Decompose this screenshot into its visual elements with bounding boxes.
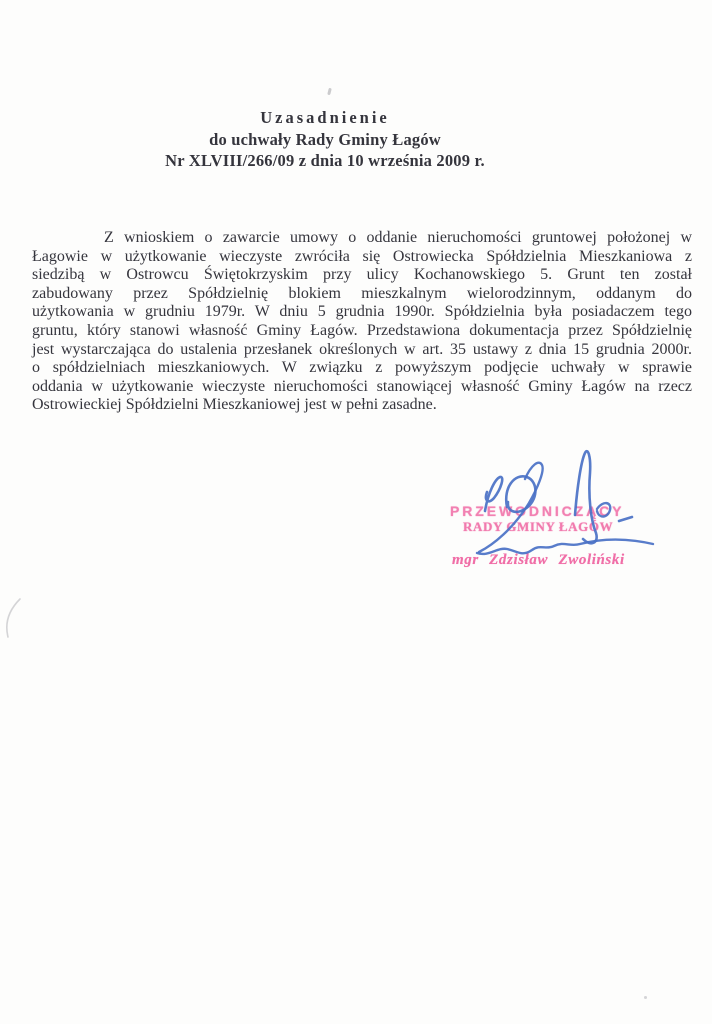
body-line: oddania w użytkowanie wieczyste nieruchomości stanowiącej własność Gminy Łagów na rzecz [32,377,692,395]
body-line: siedzibą w Ostrowcu Świętokrzyskim przy ulicy Kochanowskiego 5. Grunt ten został [32,266,692,284]
body-line: Ostrowieckiej Spółdzielni Mieszkaniowej jest w pełni zasadne. [32,396,437,414]
document-title: Uzasadnienie [260,108,390,127]
document-subtitle: do uchwały Rady Gminy Łagów [209,129,441,149]
body-line: Łagowie w użytkowanie wieczyste zwróciła się Ostrowiecka Spółdzielnia Mieszkaniowa z [32,247,692,265]
body-line: gruntu, który stanowi własność Gminy Łagów. Przedstawiona dokumentacja przez Spółdzielnię [32,321,692,339]
stamp-role-text: PRZEWODNICZĄCY [450,503,625,519]
body-paragraph [32,229,692,415]
stamp-organization-text: RADY GMINY ŁAGÓW [463,519,614,534]
signature-stroke [479,463,543,552]
title-block [0,107,650,172]
body-line: zabudowany przez Spółdzielnię blokiem mieszkalnym wielorodzinnym, oddanym do [32,284,692,302]
signature-dash-stroke [619,517,632,521]
document-reference-number: Nr XLVIII/266/09 z dnia 10 września 2009 r. [165,151,485,170]
signature-stroke [597,503,610,516]
body-line: jest wystarczająca do ustalenia przesłanek określonych w art. 35 ustawy z dnia 15 grudnia 2000r. [32,340,692,358]
signature-stroke [485,477,502,511]
signature-stroke [477,540,653,554]
body-line: o spółdzielniach mieszkaniowych. W związku z powyższym podjęcie uchwały w sprawie [32,359,692,377]
scan-speck-top [327,88,332,96]
signature-stroke [575,451,597,543]
scan-edge-mark [0,595,24,641]
body-line: użytkowania w grudniu 1979r. W dniu 5 grudnia 1990r. Spółdzielnia była posiadaczem tego [32,303,692,321]
scan-speck-bottom [644,996,647,999]
body-line: Z wnioskiem o zawarcie umowy o oddanie nieruchomości gruntowej położonej w [104,229,692,246]
signature-stroke [506,476,535,512]
stamp-signer-name: mgr Zdzisław Zwoliński [452,552,625,568]
handwritten-signature-ink [425,445,660,595]
